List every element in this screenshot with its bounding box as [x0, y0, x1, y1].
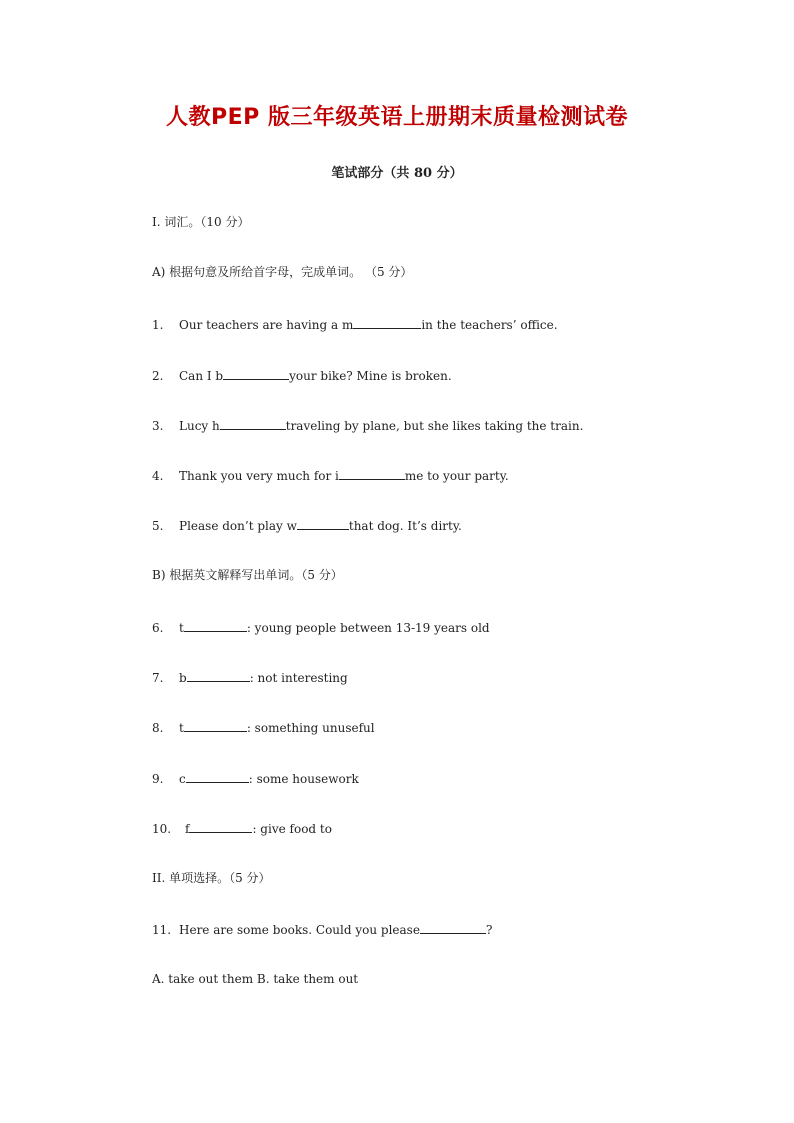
question-text-after: that dog. It’s dirty.	[348, 519, 462, 533]
question-item	[152, 770, 359, 787]
question-text-before: t	[179, 621, 184, 635]
answer-blank[interactable]	[353, 316, 421, 329]
question-item	[152, 619, 490, 636]
question-text-after: : give food to	[252, 822, 332, 836]
section-b-heading: B) 根据英文解释写出单词。（5 分）	[152, 568, 343, 582]
question-text-after: in the teachers’ office.	[421, 318, 558, 332]
answer-blank[interactable]	[220, 417, 286, 430]
question-item	[152, 517, 462, 534]
question-item	[152, 417, 583, 434]
question-text-after: me to your party.	[404, 469, 509, 483]
question-text-before: f	[185, 822, 190, 836]
section-vocab-heading: I. 词汇。（10 分）	[152, 215, 250, 229]
question-text-after: : young people between 13-19 years old	[246, 621, 490, 635]
question-item	[152, 921, 492, 938]
question-text-before: t	[179, 721, 184, 735]
question-item	[152, 719, 375, 736]
answer-blank[interactable]	[187, 669, 250, 682]
question-options: A. take out them B. take them out	[152, 972, 359, 986]
answer-blank[interactable]	[339, 467, 405, 480]
question-number: 7.	[152, 671, 164, 685]
question-text-after: ?	[485, 923, 493, 937]
question-text-after: : not interesting	[249, 671, 348, 685]
question-number: 5.	[152, 519, 164, 533]
question-number: 3.	[152, 419, 164, 433]
question-number: 2.	[152, 369, 164, 383]
question-text-after: traveling by plane, but she likes taking the train.	[285, 419, 584, 433]
question-number: 11.	[152, 923, 172, 937]
section-a-heading: A) 根据句意及所给首字母，完成单词。 （5 分）	[152, 265, 413, 279]
question-item	[152, 316, 558, 333]
question-text-after: : some housework	[248, 772, 359, 786]
page-subtitle: 笔试部分（共 80 分）	[331, 166, 463, 181]
question-item	[152, 669, 348, 686]
question-text-before: Can I b	[179, 369, 224, 383]
answer-blank[interactable]	[186, 770, 249, 783]
answer-blank[interactable]	[189, 820, 252, 833]
question-item	[152, 367, 452, 384]
question-text-before: Please don’t play w	[179, 519, 297, 533]
question-text-before: Lucy h	[179, 419, 220, 433]
question-number: 6.	[152, 621, 164, 635]
page-title: 人教PEP 版三年级英语上册期末质量检测试卷	[166, 105, 628, 130]
question-text-before: Here are some books. Could you please	[179, 923, 420, 937]
question-text-after: your bike? Mine is broken.	[289, 369, 452, 383]
answer-blank[interactable]	[184, 719, 247, 732]
section-choice-heading: II. 单项选择。（5 分）	[152, 871, 271, 885]
question-text-before: Our teachers are having a m	[179, 318, 354, 332]
question-text-before: b	[179, 671, 187, 685]
question-text-after: : something unuseful	[246, 721, 375, 735]
question-text-before: c	[179, 772, 186, 786]
question-text-before: Thank you very much for i	[179, 469, 339, 483]
question-item	[152, 467, 509, 484]
question-number: 9.	[152, 772, 164, 786]
question-number: 10.	[152, 822, 172, 836]
question-item	[152, 820, 332, 837]
answer-blank[interactable]	[297, 517, 349, 530]
answer-blank[interactable]	[223, 367, 289, 380]
answer-blank[interactable]	[184, 619, 247, 632]
question-number: 4.	[152, 469, 164, 483]
question-number: 8.	[152, 721, 164, 735]
answer-blank[interactable]	[420, 921, 486, 934]
question-number: 1.	[152, 318, 164, 332]
